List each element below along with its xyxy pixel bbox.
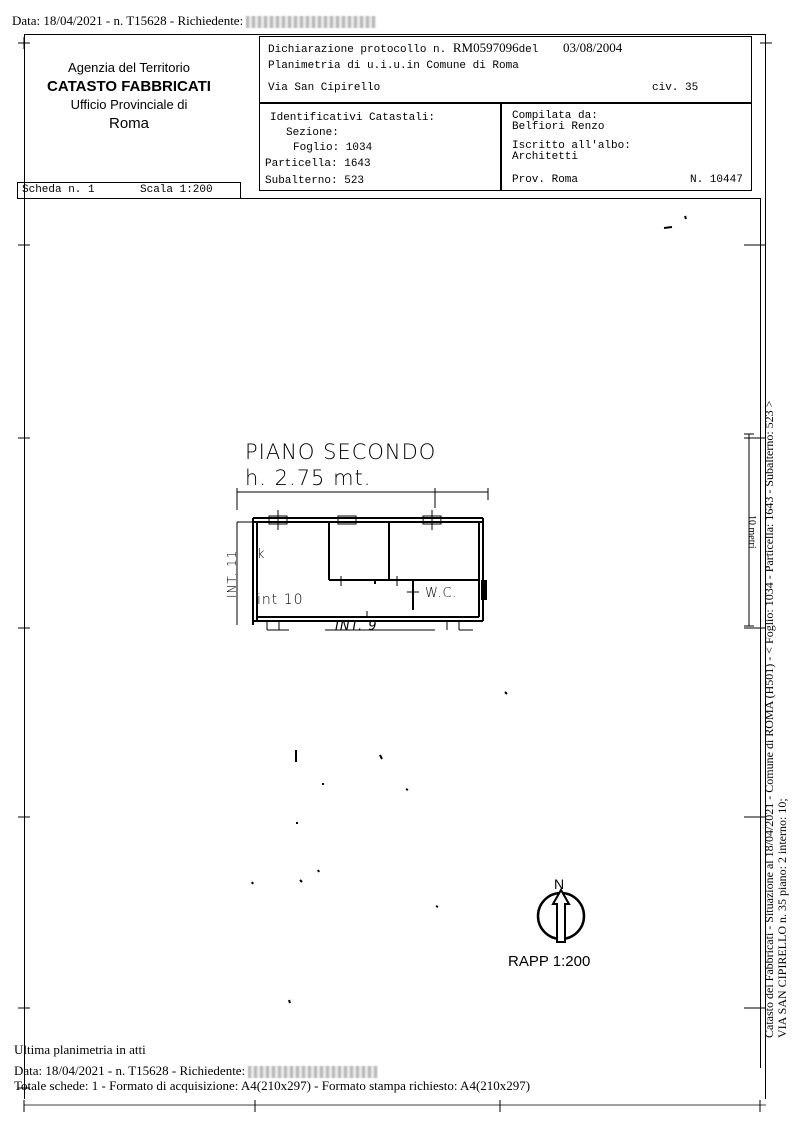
particella: Particella: 1643 [265, 158, 371, 170]
civ-line: civ. 35 [652, 82, 699, 94]
north-label: N [554, 876, 565, 892]
footer-totale: Totale schede: 1 - Formato di acquisizione: A4(210x297) - Formato stampa richiesto: A4(210x297) [14, 1078, 531, 1093]
side-text-line2: VIA SAN CIPIRELLO n. 35 piano: 2 interno: 10; [775, 798, 789, 1038]
label-wc: W.C. [425, 586, 458, 601]
albo: Architetti [512, 151, 579, 163]
plan-title: PIANO SECONDO [245, 440, 437, 464]
scale-bar-label: 10 metri [746, 515, 757, 549]
planimetria-line: Planimetria di u.i.u.in Comune di Roma [268, 60, 519, 72]
label-kitchen: k [257, 547, 266, 562]
subalterno: Subalterno: 523 [265, 175, 365, 187]
label-int-10: int 10 [257, 592, 304, 608]
catasto-title: CATASTO FABBRICATI [47, 78, 211, 95]
iscritto-label: Iscritto all'albo: [512, 140, 631, 152]
foglio: Foglio: 1034 [293, 142, 373, 154]
header-date: Data: 18/04/2021 - n. T15628 - Richiedente: [12, 13, 244, 28]
ufficio-city: Roma [108, 115, 149, 132]
scheda-number: Scheda n. 1 [22, 184, 95, 196]
compilata-label: Compilata da: [512, 110, 598, 122]
protocol-label: Dichiarazione protocollo n. [268, 44, 447, 56]
ultima-planimetria: Ultima planimetria in atti [14, 1042, 146, 1057]
albo-number: N. 10447 [690, 174, 743, 186]
rapp-scale: RAPP 1:200 [508, 953, 591, 970]
prov: Prov. Roma [512, 174, 579, 186]
ufficio-label: Ufficio Provinciale di [70, 97, 188, 112]
street-line: Via San Cipirello [268, 82, 381, 94]
footer-date-line [14, 1063, 378, 1079]
agency-name: Agenzia del Territorio [68, 60, 190, 75]
protocol-date: 03/08/2004 [563, 40, 623, 55]
footer-date: Data: 18/04/2021 - n. T15628 - Richiedente: [14, 1063, 246, 1078]
side-text-line1: Catasto dei Fabbricati - Situazione al 18/04/2021 - Comune di ROMA (H501) - < Foglio: 1034 - Particella: 1643 - Subalterno: 523 > [762, 400, 776, 1038]
scheda-scale: Scala 1:200 [140, 184, 213, 196]
protocol-number: RM0597096 [452, 40, 519, 55]
label-int-9: INT. 9 [335, 619, 378, 634]
sezione: Sezione: [286, 127, 339, 139]
plan-height: h. 2.75 mt. [245, 466, 372, 490]
compilata-name: Belfiori Renzo [512, 121, 605, 133]
label-int-11: INT. 11 [225, 549, 239, 598]
north-arrow-icon [532, 886, 592, 946]
identificativi-title: Identificativi Catastali: [270, 112, 436, 124]
protocol-del: del [518, 44, 539, 56]
redacted-requester-footer [248, 1066, 378, 1078]
